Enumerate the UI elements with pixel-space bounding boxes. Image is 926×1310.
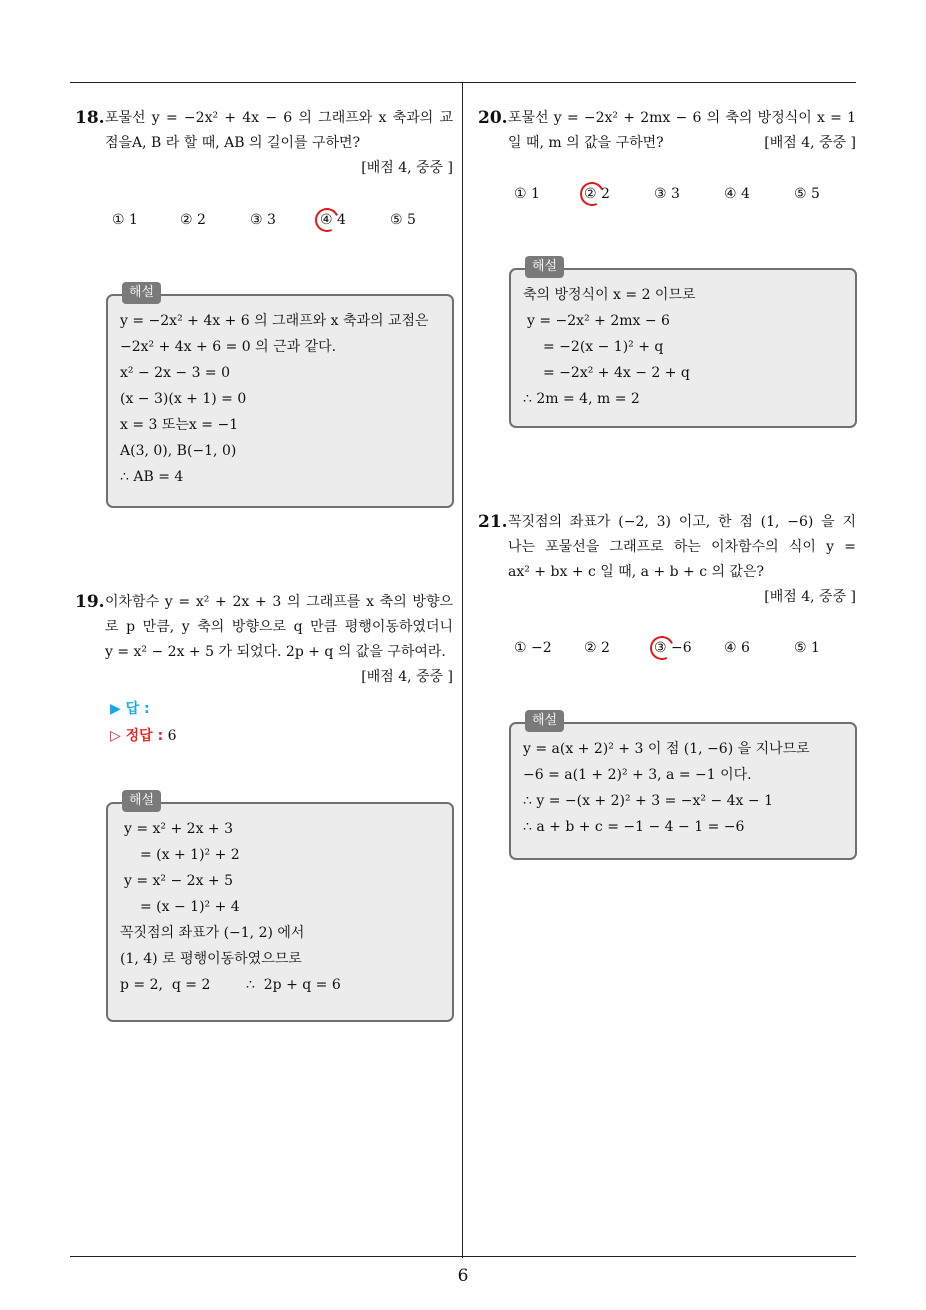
- solution-box-18: [106, 285, 454, 508]
- question-line: 이차함수 y = x² + 2x + 3 의 그래프를 x 축의 방향으: [105, 594, 453, 610]
- question-line: 나는 포물선을 그래프로 하는 이차함수의 식이 y =: [508, 539, 856, 555]
- question-number: 21.: [478, 512, 508, 532]
- question-line: ax² + bx + c 일 때, a + b + c 의 값은?: [508, 564, 765, 580]
- solution-line: ∴ AB = 4: [120, 469, 184, 485]
- question-line: 점을A, B 라 할 때, AB 의 길이를 구하면?: [105, 135, 361, 151]
- solution-line: p = 2, q = 2 ∴ 2p + q = 6: [120, 977, 341, 993]
- choice-1[interactable]: ① −2: [514, 640, 552, 656]
- choice-1[interactable]: ① 1: [514, 186, 540, 202]
- solution-tag: 해설: [122, 282, 161, 304]
- selected-answer-circle-icon: [647, 633, 678, 664]
- question-line: 포물선 y = −2x² + 4x − 6 의 그래프와 x 축과의 교: [105, 110, 453, 126]
- solution-line: = −2(x − 1)² + q: [543, 339, 664, 355]
- solution-tag: 해설: [122, 790, 161, 812]
- solution-line: y = −2x² + 2mx − 6: [527, 313, 670, 329]
- question-number: 20.: [478, 108, 508, 128]
- solution-line: (1, 4) 로 평행이동하였으므로: [120, 951, 302, 967]
- choice-3[interactable]: ③ 3: [654, 186, 680, 202]
- page-number: 6: [457, 1266, 469, 1286]
- choice-2[interactable]: ② 2: [584, 640, 610, 656]
- solution-line: −6 = a(1 + 2)² + 3, a = −1 이다.: [523, 767, 752, 783]
- column-divider: [462, 82, 463, 1258]
- choice-5[interactable]: ⑤ 5: [390, 212, 416, 228]
- solution-line: A(3, 0), B(−1, 0): [120, 443, 237, 459]
- question-20: [478, 106, 856, 156]
- choice-3[interactable]: ③ −6: [654, 640, 692, 656]
- solution-line: = (x + 1)² + 2: [140, 847, 240, 863]
- choice-4[interactable]: ④ 4: [724, 186, 750, 202]
- selected-answer-circle-icon: [577, 179, 608, 210]
- solution-line: = −2x² + 4x − 2 + q: [543, 365, 690, 381]
- choice-1[interactable]: ① 1: [112, 212, 138, 228]
- question-18: [75, 106, 453, 181]
- solution-line: x² − 2x − 3 = 0: [120, 365, 231, 381]
- solution-line: −2x² + 4x + 6 = 0 의 근과 같다.: [120, 339, 337, 355]
- selected-answer-circle-icon: [312, 205, 343, 236]
- question-number: 18.: [75, 108, 105, 128]
- choice-5[interactable]: ⑤ 5: [794, 186, 820, 202]
- choice-4[interactable]: ④ 6: [724, 640, 750, 656]
- solution-line: y = x² + 2x + 3: [124, 821, 234, 837]
- solution-line: ∴ a + b + c = −1 − 4 − 1 = −6: [523, 819, 745, 835]
- question-19: [75, 590, 453, 690]
- solution-line: y = x² − 2x + 5: [124, 873, 234, 889]
- question-line: 꼭짓점의 좌표가 (−2, 3) 이고, 한 점 (1, −6) 을 지: [508, 514, 856, 530]
- solution-line: x = 3 또는x = −1: [120, 417, 239, 433]
- answer-area-19: [110, 696, 177, 750]
- choice-2[interactable]: ② 2: [180, 212, 206, 228]
- solution-line: (x − 3)(x + 1) = 0: [120, 391, 247, 407]
- question-21: [478, 510, 856, 610]
- solution-line: y = −2x² + 4x + 6 의 그래프와 x 축과의 교점은: [120, 313, 429, 329]
- solution-line: y = a(x + 2)² + 3 이 점 (1, −6) 을 지나므로: [523, 741, 810, 757]
- question-line: 포물선 y = −2x² + 2mx − 6 의 축의 방정식이 x = 1: [508, 110, 856, 126]
- score-level: [배점 4, 중중 ]: [764, 589, 856, 605]
- correct-answer-label: ▷ 정답 :: [110, 728, 164, 744]
- question-line: y = x² − 2x + 5 가 되었다. 2p + q 의 값을 구하여라.: [105, 644, 446, 660]
- score-level: [배점 4, 중중 ]: [361, 160, 453, 176]
- answer-label: ▶ 답 :: [110, 701, 150, 717]
- solution-line: 축의 방정식이 x = 2 이므로: [523, 287, 696, 303]
- solution-line: = (x − 1)² + 4: [140, 899, 240, 915]
- choice-5[interactable]: ⑤ 1: [794, 640, 820, 656]
- solution-box-19: [106, 793, 454, 1022]
- solution-tag: 해설: [525, 256, 564, 278]
- solution-line: 꼭짓점의 좌표가 (−1, 2) 에서: [120, 925, 305, 941]
- solution-box-20: [509, 259, 857, 428]
- choice-4[interactable]: ④ 4: [320, 212, 346, 228]
- choice-2[interactable]: ② 2: [584, 186, 610, 202]
- solution-line: ∴ 2m = 4, m = 2: [523, 391, 640, 407]
- question-line: 일 때, m 의 값을 구하면? [배점 4, 중중 ]: [508, 131, 856, 156]
- question-number: 19.: [75, 592, 105, 612]
- solution-tag: 해설: [525, 710, 564, 732]
- choice-3[interactable]: ③ 3: [250, 212, 276, 228]
- question-line: 로 p 만큼, y 축의 방향으로 q 만큼 평행이동하였더니: [105, 619, 453, 635]
- solution-box-21: [509, 713, 857, 860]
- solution-line: ∴ y = −(x + 2)² + 3 = −x² − 4x − 1: [523, 793, 773, 809]
- correct-answer-value: 6: [167, 728, 177, 744]
- score-level: [배점 4, 중중 ]: [764, 135, 856, 151]
- score-level: [배점 4, 중중 ]: [361, 669, 453, 685]
- footer-rule: [70, 1256, 856, 1257]
- header-rule: [70, 82, 856, 83]
